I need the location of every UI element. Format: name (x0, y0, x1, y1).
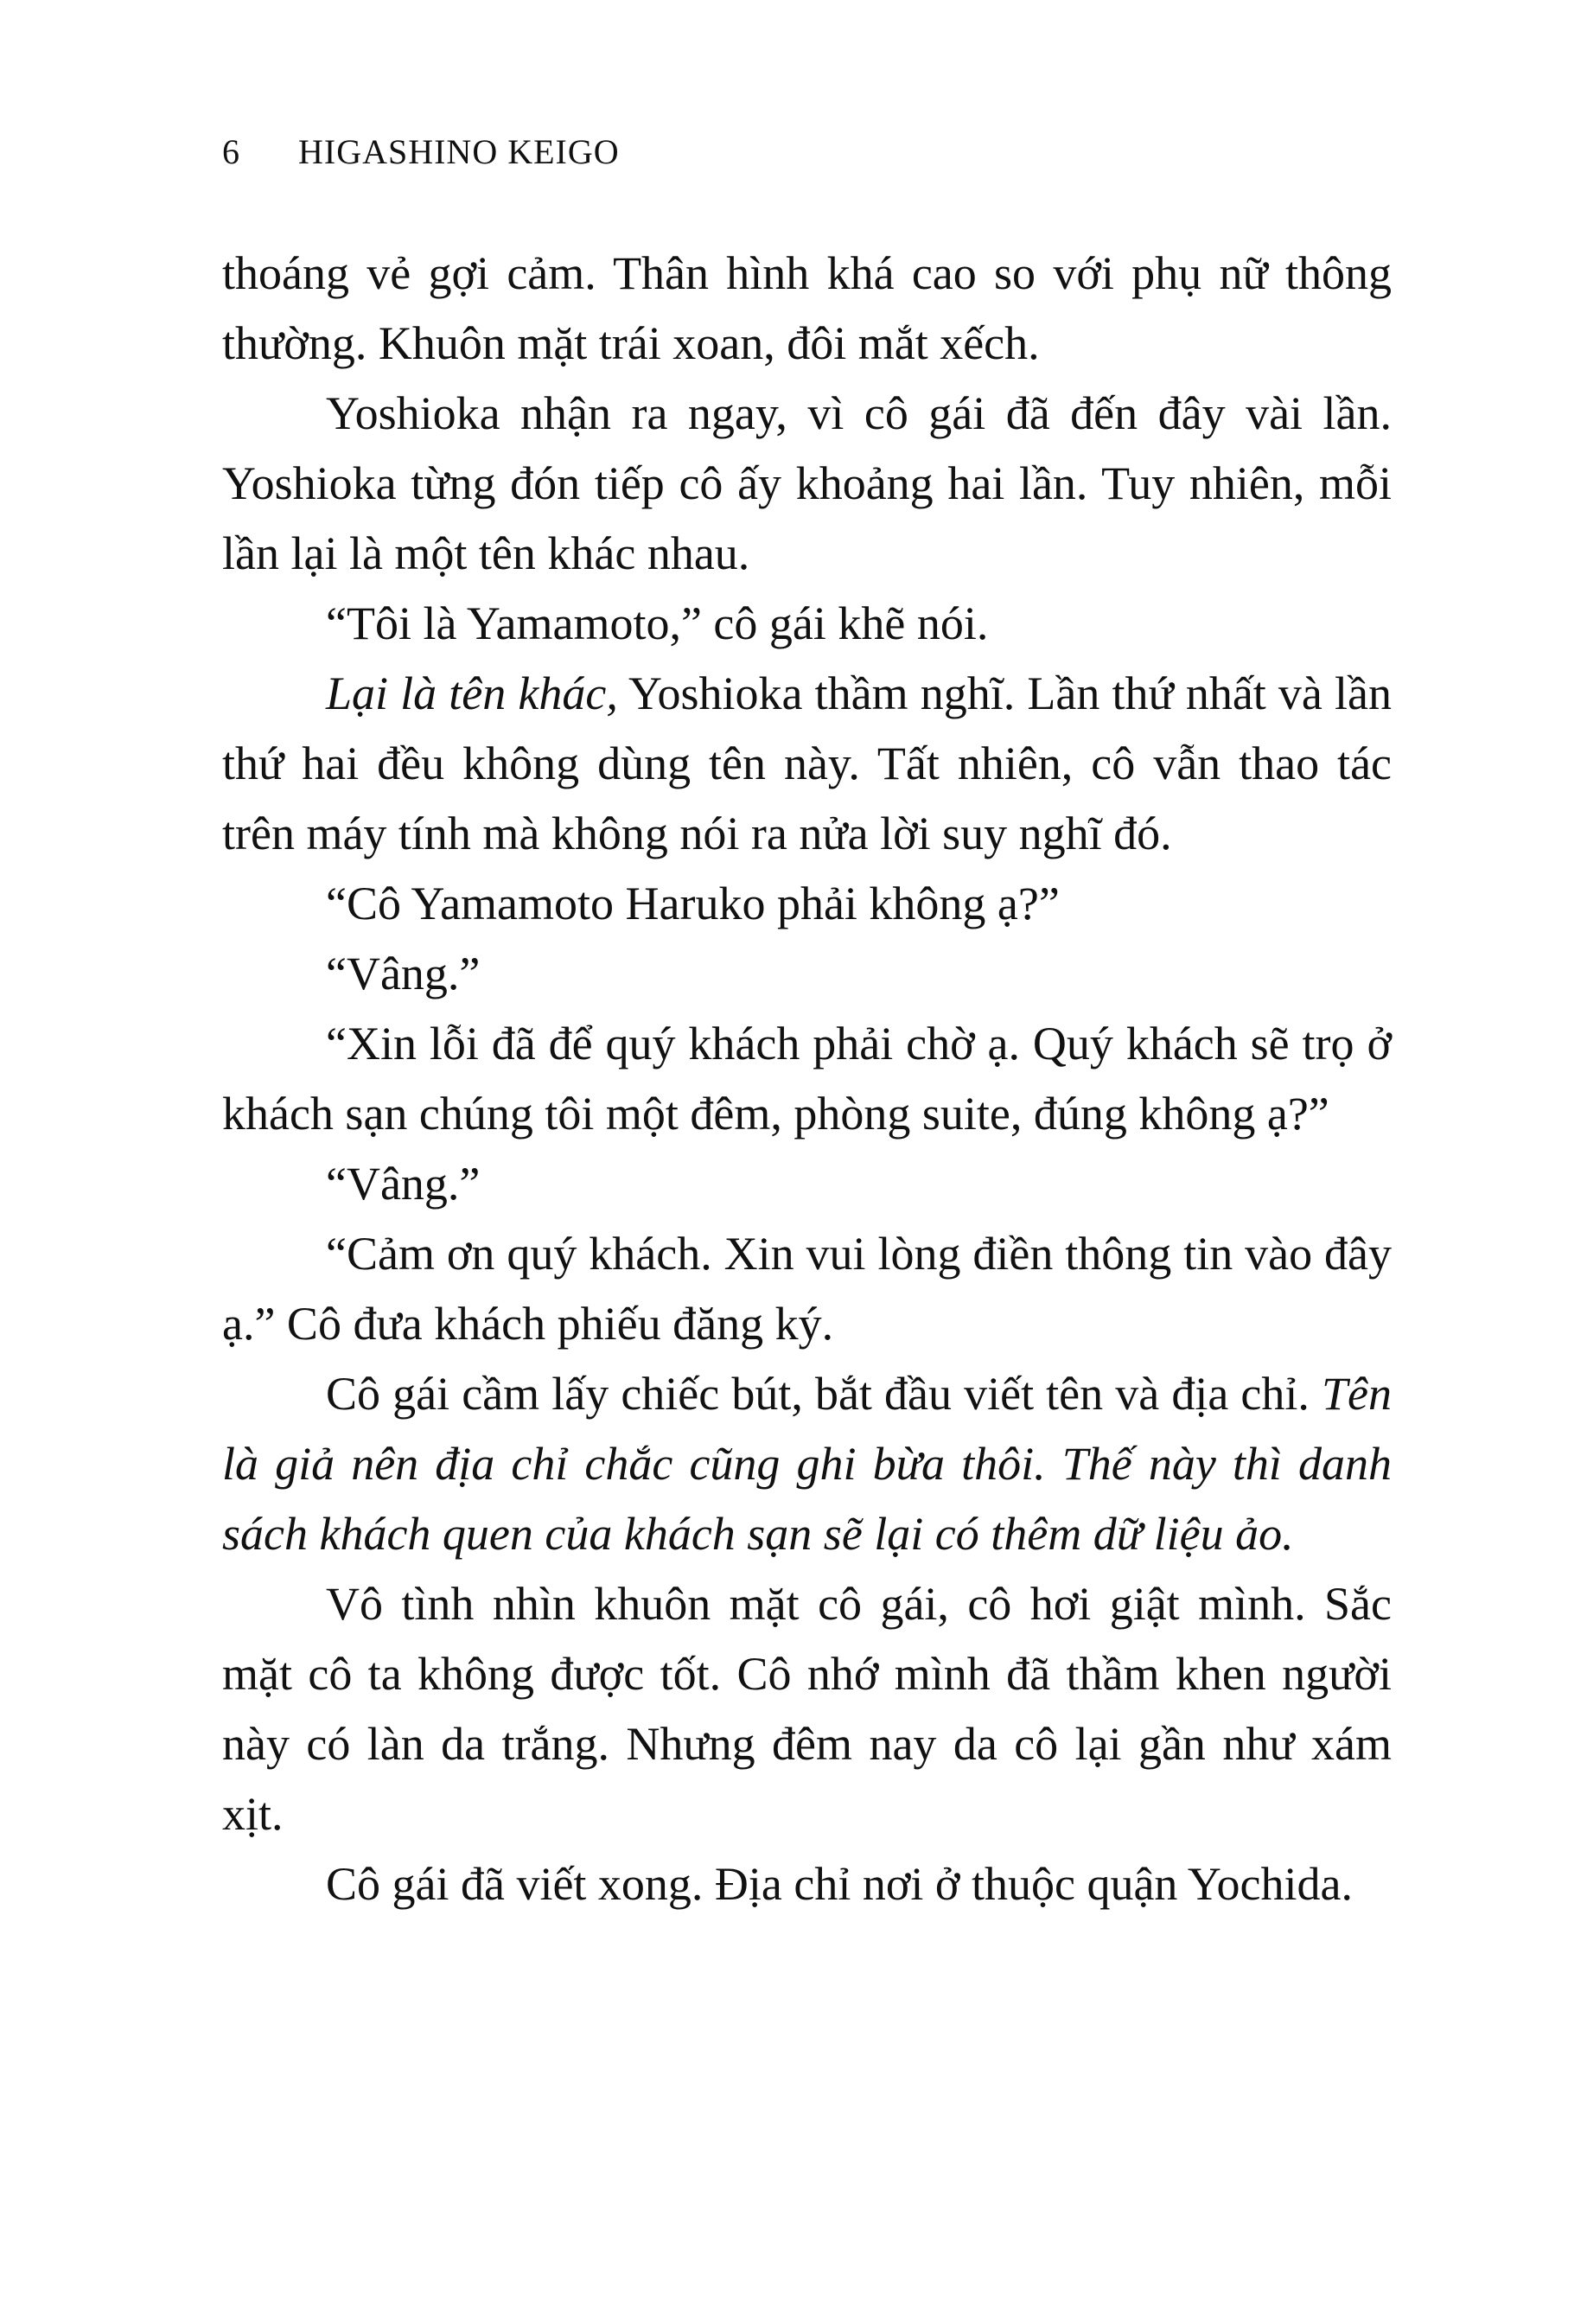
italic-thought: Tên là giả nên địa chỉ chắc cũng ghi bừa thôi. Thế này thì danh sách khách quen của khách sạn sẽ lại có thêm dữ liệu ảo. (222, 1368, 1392, 1560)
paragraph-10 (222, 1359, 1392, 1569)
paragraph-text: “Cảm ơn quý khách. Xin vui lòng điền thông tin vào đây ạ.” Cô đưa khách phiếu đăng ký. (222, 1228, 1392, 1350)
italic-thought: Lại là tên khác, (326, 667, 618, 719)
paragraph-7 (222, 1009, 1392, 1149)
paragraph-text: “Tôi là Yamamoto,” cô gái khẽ nói. (326, 597, 989, 649)
paragraph-11 (222, 1569, 1392, 1849)
paragraph-text: Yoshioka nhận ra ngay, vì cô gái đã đến đây vài lần. Yoshioka từng đón tiếp cô ấy khoảng hai lần. Tuy nhiên, mỗi lần lại là một tên khác nhau. (222, 387, 1392, 579)
paragraph-text: “Cô Yamamoto Haruko phải không ạ?” (326, 878, 1060, 929)
paragraph-1 (222, 239, 1392, 379)
paragraph-text: “Vâng.” (326, 1158, 481, 1210)
page-number: 6 (222, 132, 240, 171)
paragraph-9 (222, 1219, 1392, 1359)
paragraph-8 (222, 1149, 1392, 1219)
paragraph-text: Vô tình nhìn khuôn mặt cô gái, cô hơi giật mình. Sắc mặt cô ta không được tốt. Cô nhớ mình đã thầm khen người này có làn da trắng. Nhưng đêm nay da cô lại gần như xám xịt. (222, 1578, 1392, 1840)
running-title: HIGASHINO KEIGO (298, 132, 620, 171)
paragraph-6 (222, 939, 1392, 1009)
paragraph-text: Cô gái đã viết xong. Địa chỉ nơi ở thuộc quận Yochida. (326, 1858, 1353, 1910)
paragraph-5 (222, 869, 1392, 939)
paragraph-text: “Vâng.” (326, 948, 481, 999)
paragraph-3 (222, 589, 1392, 659)
running-header (222, 131, 620, 172)
paragraph-text: Yoshioka thầm nghĩ. Lần thứ nhất và lần thứ hai đều không dùng tên này. Tất nhiên, cô vẫn thao tác trên máy tính mà không nói ra nửa lời suy nghĩ đó. (222, 667, 1392, 859)
paragraph-2 (222, 379, 1392, 589)
paragraph-text: Cô gái cầm lấy chiếc bút, bắt đầu viết tên và địa chỉ. (326, 1368, 1310, 1420)
body-text (222, 239, 1392, 1919)
paragraph-4 (222, 659, 1392, 869)
paragraph-text: “Xin lỗi đã để quý khách phải chờ ạ. Quý khách sẽ trọ ở khách sạn chúng tôi một đêm, phòng suite, đúng không ạ?” (222, 1018, 1392, 1140)
paragraph-text: thoáng vẻ gợi cảm. Thân hình khá cao so với phụ nữ thông thường. Khuôn mặt trái xoan, đôi mắt xếch. (222, 247, 1392, 369)
paragraph-12 (222, 1849, 1392, 1919)
